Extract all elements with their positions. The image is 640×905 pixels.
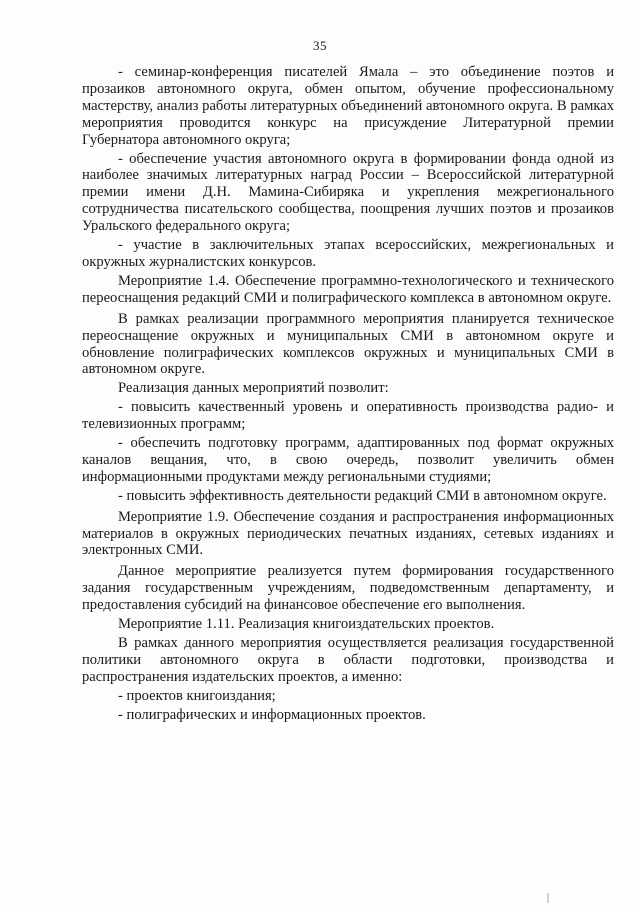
paragraph-improve-quality: - повысить качественный уровень и оперативность производства радио- и телевизионных программ; [82, 399, 614, 433]
paragraph-state-assignment: Данное мероприятие реализуется путем формирования государственного задания государственным учреждениям, подведомственным департаменту, и предоставления субсидий на финансовое обеспечение его выполнения. [82, 563, 614, 614]
paragraph-measure-1-11: Мероприятие 1.11. Реализация книгоиздательских проектов. [118, 616, 495, 633]
paragraph-measure-1-4: Мероприятие 1.4. Обеспечение программно-технологического и технического переоснащения редакций СМИ и полиграфического комплекса в автономном округе. [82, 272, 614, 306]
list-item-polygraphic-projects: - полиграфических и информационных проектов. [118, 706, 426, 723]
page-number: 35 [313, 38, 327, 53]
scan-mark [547, 893, 549, 903]
list-item-book-projects: - проектов книгоиздания; [118, 687, 276, 704]
paragraph-mamin-sibiryak-prize: - обеспечение участия автономного округа в формировании фонда одной из наиболее значимых литературных наград России – Всероссийской литературной премии имени Д.Н. Мамина-Сибиряка и укрепления межрегионального сотрудничества писательского сообщества, поощрения лучших поэтов и прозаиков Уральского федерального округа; [82, 150, 614, 235]
paragraph-journalist-contests: - участие в заключительных этапах всероссийских, межрегиональных и окружных журналистских конкурсов. [82, 237, 614, 270]
paragraph-technical-reequipment: В рамках реализации программного мероприятия планируется техническое переоснащение окружных и муниципальных СМИ в автономном округе и обновление полиграфических комплексов окружных и муниципальных СМИ в автономном округе. [82, 310, 614, 378]
paragraph-book-publishing-policy: В рамках данного мероприятия осуществляется реализация государственной политики автономного округа в области подготовки, производства и распространения издательских проектов, а именно: [82, 635, 614, 685]
paragraph-measure-1-9: Мероприятие 1.9. Обеспечение создания и распространения информационных материалов в окружных периодических печатных изданиях, сетевых изданиях и электронных СМИ. [82, 508, 614, 559]
document-body [82, 64, 614, 724]
paragraph-editorial-efficiency: - повысить эффективность деятельности редакций СМИ в автономном округе. [118, 487, 607, 504]
paragraph-seminar-conference: - семинар-конференция писателей Ямала – это объединение поэтов и прозаиков автономного округа, обмен опытом, обучение профессиональному мастерству, анализ работы литературных объединений автономного округа. В рамках мероприятия проводится конкурс на присуждение Литературной премии Губернатора автономного округа; [82, 64, 614, 148]
paragraph-program-preparation: - обеспечить подготовку программ, адаптированных под формат окружных каналов вещания, что, в свою очередь, позволит увеличить обмен информационными продуктами между региональными студиями; [82, 435, 614, 485]
paragraph-implementation-allows: Реализация данных мероприятий позволит: [118, 380, 389, 397]
